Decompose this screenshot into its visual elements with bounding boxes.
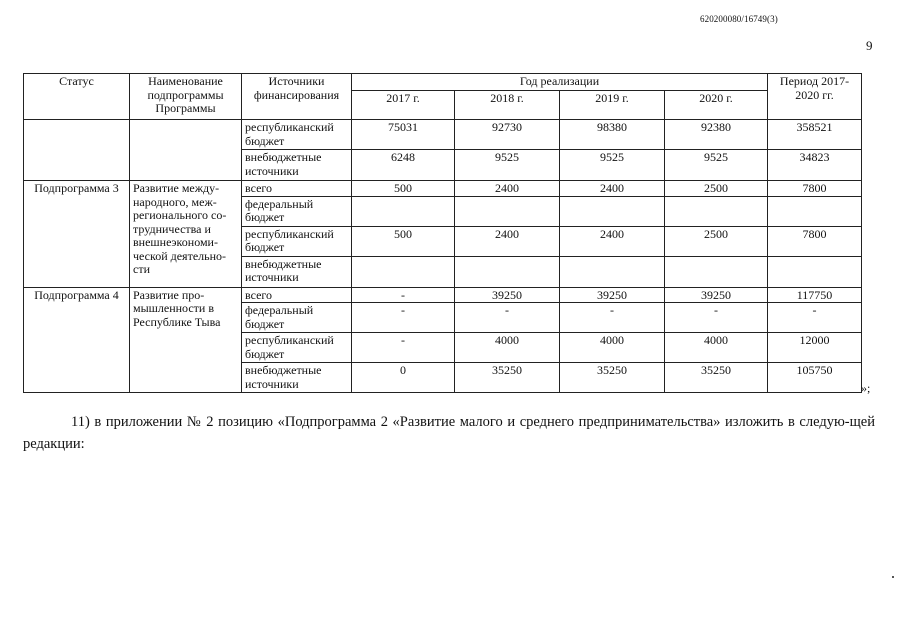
value-period: 7800 xyxy=(768,226,862,256)
amendment-paragraph: 11) в приложении № 2 позицию «Подпрограмма 2 «Развитие малого и среднего предпринимательства» изложить в следую-щей редакции: xyxy=(23,414,875,452)
value-2018: 92730 xyxy=(455,120,560,150)
header-implementation-year: Год реализации xyxy=(352,74,768,91)
name-subprogram-4: Развитие про-мышленности в Республике Тыва xyxy=(130,287,242,393)
value-2019: 98380 xyxy=(560,120,665,150)
value-2019: 4000 xyxy=(560,333,665,363)
value-period: 7800 xyxy=(768,181,862,197)
source-cell: внебюджетные источники xyxy=(242,363,352,393)
name-subprogram-3: Развитие между-народного, меж-регионального со-трудничества и внешнеэкономи-ческой деятельно-сти xyxy=(130,181,242,288)
value-2019: - xyxy=(560,303,665,333)
source-cell: федеральный бюджет xyxy=(242,196,352,226)
value-2018: 39250 xyxy=(455,287,560,303)
document-id: 620200080/16749(3) xyxy=(700,14,778,24)
value-2017: 6248 xyxy=(352,150,455,181)
source-cell: всего xyxy=(242,287,352,303)
value-2020: 2500 xyxy=(665,181,768,197)
value-2020: 39250 xyxy=(665,287,768,303)
value-2019: 9525 xyxy=(560,150,665,181)
value-2018 xyxy=(455,256,560,287)
value-2020: 4000 xyxy=(665,333,768,363)
value-2017: 75031 xyxy=(352,120,455,150)
source-cell: внебюджетные источники xyxy=(242,150,352,181)
header-status: Статус xyxy=(24,74,130,120)
value-2018 xyxy=(455,196,560,226)
table-row xyxy=(24,181,862,197)
value-period: 12000 xyxy=(768,333,862,363)
value-period: 105750 xyxy=(768,363,862,393)
value-2020: 92380 xyxy=(665,120,768,150)
status-subprogram-4: Подпрограмма 4 xyxy=(24,287,130,393)
header-year-2017: 2017 г. xyxy=(352,91,455,120)
value-period: - xyxy=(768,303,862,333)
header-subprogram-name: Наименование подпрограммы Программы xyxy=(130,74,242,120)
value-2017: - xyxy=(352,333,455,363)
header-funding-sources: Источники финансирования xyxy=(242,74,352,120)
value-2019: 2400 xyxy=(560,181,665,197)
value-2018: 2400 xyxy=(455,181,560,197)
header-period: Период 2017-2020 гг. xyxy=(768,74,862,120)
value-2020 xyxy=(665,196,768,226)
value-2019 xyxy=(560,256,665,287)
value-2020 xyxy=(665,256,768,287)
source-cell: внебюджетные источники xyxy=(242,256,352,287)
value-2018: - xyxy=(455,303,560,333)
value-2020: - xyxy=(665,303,768,333)
value-period xyxy=(768,256,862,287)
value-2020: 35250 xyxy=(665,363,768,393)
value-2019 xyxy=(560,196,665,226)
page-number: 9 xyxy=(866,38,873,53)
source-cell: республиканский бюджет xyxy=(242,333,352,363)
source-cell: республиканский бюджет xyxy=(242,120,352,150)
value-2019: 39250 xyxy=(560,287,665,303)
closing-quote: »; xyxy=(861,381,871,395)
value-2017: 0 xyxy=(352,363,455,393)
value-period: 358521 xyxy=(768,120,862,150)
value-2018: 4000 xyxy=(455,333,560,363)
value-2017 xyxy=(352,256,455,287)
budget-table xyxy=(23,73,862,393)
header-year-2020: 2020 г. xyxy=(665,91,768,120)
value-period: 34823 xyxy=(768,150,862,181)
value-2017: 500 xyxy=(352,181,455,197)
source-cell: федеральный бюджет xyxy=(242,303,352,333)
table-row xyxy=(24,120,862,150)
value-2020: 9525 xyxy=(665,150,768,181)
status-subprogram-3: Подпрограмма 3 xyxy=(24,181,130,288)
value-2019: 35250 xyxy=(560,363,665,393)
value-2018: 9525 xyxy=(455,150,560,181)
table-row xyxy=(24,287,862,303)
value-period xyxy=(768,196,862,226)
name-cell-empty xyxy=(130,120,242,181)
header-row-1 xyxy=(24,74,862,91)
value-2019: 2400 xyxy=(560,226,665,256)
source-cell: республиканский бюджет xyxy=(242,226,352,256)
header-year-2018: 2018 г. xyxy=(455,91,560,120)
value-2017: - xyxy=(352,287,455,303)
status-cell-empty xyxy=(24,120,130,181)
value-2017 xyxy=(352,196,455,226)
value-2018: 2400 xyxy=(455,226,560,256)
margin-mark xyxy=(892,576,894,578)
value-2020: 2500 xyxy=(665,226,768,256)
header-year-2019: 2019 г. xyxy=(560,91,665,120)
value-2018: 35250 xyxy=(455,363,560,393)
value-period: 117750 xyxy=(768,287,862,303)
source-cell: всего xyxy=(242,181,352,197)
value-2017: - xyxy=(352,303,455,333)
value-2017: 500 xyxy=(352,226,455,256)
